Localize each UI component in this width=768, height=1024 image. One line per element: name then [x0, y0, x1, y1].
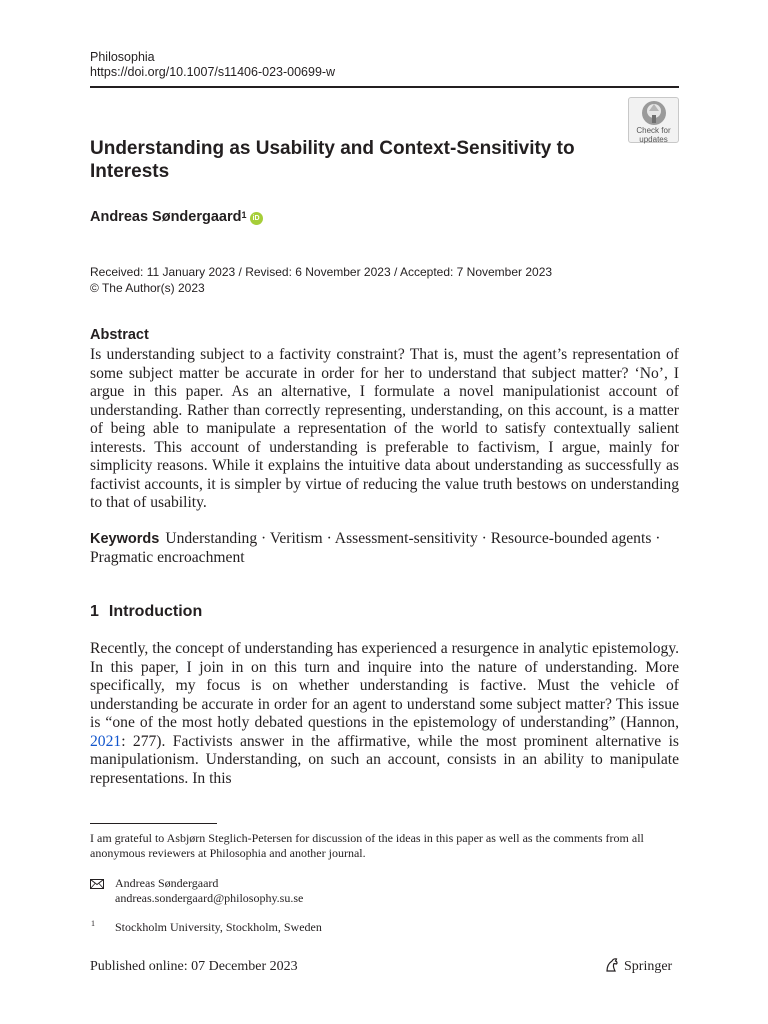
publisher-logo	[604, 957, 672, 977]
keywords	[90, 530, 679, 567]
envelope-icon	[90, 879, 104, 889]
article-title: Understanding as Usability and Context-Sensitivity to Interests	[90, 138, 575, 182]
header-divider	[90, 86, 679, 88]
author-line	[90, 208, 263, 226]
abstract-heading: Abstract	[90, 327, 149, 343]
check-for-updates-badge[interactable]	[628, 97, 679, 143]
copyright: © The Author(s) 2023	[90, 281, 205, 295]
keywords-text: Understanding · Veritism · Assessment-sensitivity · Resource-bounded agents · Pragmatic encroachment	[90, 530, 661, 566]
section-heading	[90, 602, 202, 622]
check-for-updates-label: Check for updates	[636, 126, 671, 144]
crossmark-icon	[641, 100, 667, 126]
doi-link[interactable]: https://doi.org/10.1007/s11406-023-00699-w	[90, 65, 336, 79]
contact-name: Andreas Søndergaard	[115, 876, 219, 890]
abstract-body: Is understanding subject to a factivity constraint? That is, must the agent’s representation of some subject matter be accurate in order for her to understand that subject matter? ‘No’, I argue in this paper. As an alternative, I formulate a novel manipulationist account of understanding. Rather than correctly representing, understanding, on this account, is a matter of being able to manipulate a representation of the world to satisfy contextually salient interests. This account of understanding is preferable to factivism, I argue, mainly for simplicity reasons. While it explains the intuitive data about understanding as successfully as factivist accounts, it is simpler by virtue of reducing the value truth bestows on understanding to that of usability.	[90, 346, 679, 511]
intro-text-after: : 277). Factivists answer in the affirmative, while the most prominent alternative is manipulationism. Understanding, on such an account, consists in an ability to manipulate representations. In this	[90, 732, 679, 787]
affiliation-number: 1	[91, 919, 95, 928]
introduction-body	[90, 640, 679, 788]
springer-horse-icon	[604, 957, 620, 973]
section-number: 1	[90, 603, 99, 620]
intro-text-before: Recently, the concept of understanding has experienced a resurgence in analytic epistemology. In this paper, I join in on this turn and inquire into the nature of understanding. More specifically, my focus is on whether understanding is factive. Must the vehicle of understanding be accurate in order for an agent to understand some subject matter? This issue is “one of the most hotly debated questions in the epistemology of understanding” (Hannon,	[90, 640, 679, 731]
footnote: I am grateful to Asbjørn Steglich-Petersen for discussion of the ideas in this paper as well as the comments from all anonymous reviewers at Philosophia and another journal.	[90, 831, 644, 860]
received-dates: Received: 11 January 2023 / Revised: 6 November 2023 / Accepted: 7 November 2023	[90, 265, 553, 279]
keywords-label: Keywords	[90, 531, 160, 547]
section-title: Introduction	[108, 603, 203, 620]
affiliation-mark: 1	[241, 210, 247, 220]
publisher-name: Springer	[624, 959, 673, 974]
author-name: Andreas Søndergaard	[90, 209, 242, 225]
orcid-icon[interactable]: iD	[250, 212, 263, 225]
citation-link[interactable]: 2021	[90, 732, 122, 750]
contact-email[interactable]: andreas.sondergaard@philosophy.su.se	[115, 891, 304, 905]
footnote-divider	[90, 823, 217, 824]
affiliation-text: Stockholm University, Stockholm, Sweden	[115, 920, 322, 934]
published-online: Published online: 07 December 2023	[90, 959, 298, 974]
journal-name: Philosophia	[90, 50, 155, 64]
